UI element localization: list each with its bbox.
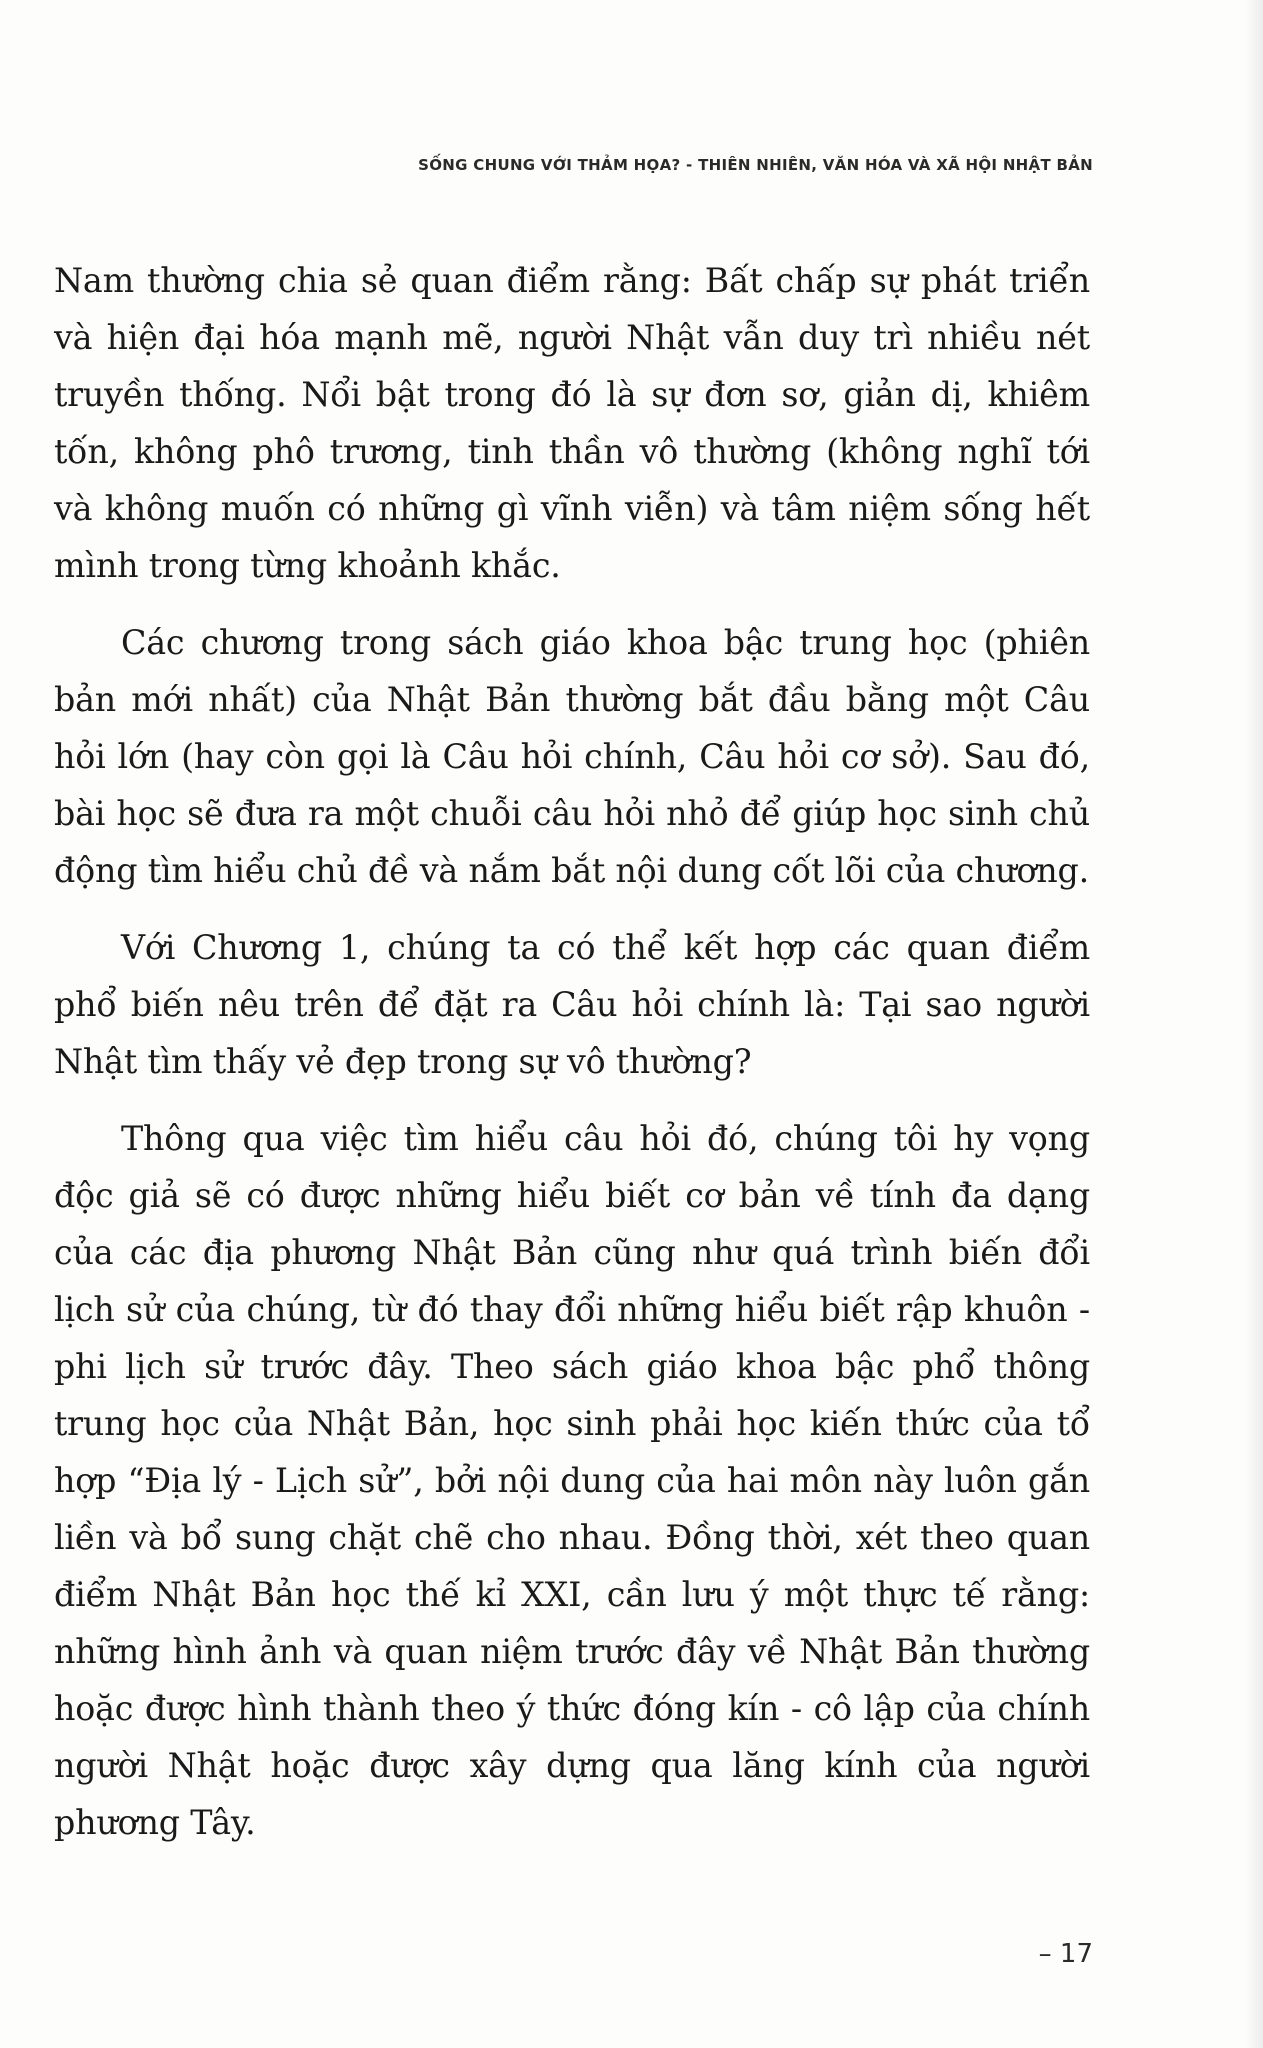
paragraph: Thông qua việc tìm hiểu câu hỏi đó, chúng tôi hy vọng độc giả sẽ có được những hiểu biết cơ bản về tính đa dạng của các địa phương Nhật Bản cũng như quá trình biến đổi lịch sử của chúng, từ đó thay đổi những hiểu biết rập khuôn - phi lịch sử trước đây. Theo sách giáo khoa bậc phổ thông trung học của Nhật Bản, học sinh phải học kiến thức của tổ hợp “Địa lý - Lịch sử”, bởi nội dung của hai môn này luôn gắn liền và bổ sung chặt chẽ cho nhau. Đồng thời, xét theo quan điểm Nhật Bản học thế kỉ XXI, cần lưu ý một thực tế rằng: những hình ảnh và quan niệm trước đây về Nhật Bản thường hoặc được hình thành theo ý thức đóng kín - cô lập của chính người Nhật hoặc được xây dựng qua lăng kính của người phương Tây. — [54, 1119, 1090, 1842]
paragraph: Các chương trong sách giáo khoa bậc trung học (phiên bản mới nhất) của Nhật Bản thường bắt đầu bằng một Câu hỏi lớn (hay còn gọi là Câu hỏi chính, Câu hỏi cơ sở). Sau đó, bài học sẽ đưa ra một chuỗi câu hỏi nhỏ để giúp học sinh chủ động tìm hiểu chủ đề và nắm bắt nội dung cốt lõi của chương. — [54, 623, 1090, 890]
running-header: SỐNG CHUNG VỚI THẢM HỌA? - THIÊN NHIÊN, VĂN HÓA VÀ XÃ HỘI NHẬT BẢN — [418, 156, 1093, 174]
body-text — [54, 252, 1090, 1871]
page-number: – 17 — [1038, 1939, 1093, 1969]
paragraph: Nam thường chia sẻ quan điểm rằng: Bất chấp sự phát triển và hiện đại hóa mạnh mẽ, người Nhật vẫn duy trì nhiều nét truyền thống. Nổi bật trong đó là sự đơn sơ, giản dị, khiêm tốn, không phô trương, tinh thần vô thường (không nghĩ tới và không muốn có những gì vĩnh viễn) và tâm niệm sống hết mình trong từng khoảnh khắc. — [54, 261, 1090, 585]
page-edge-shadow — [1245, 0, 1263, 2048]
paragraph: Với Chương 1, chúng ta có thể kết hợp các quan điểm phổ biến nêu trên để đặt ra Câu hỏi chính là: Tại sao người Nhật tìm thấy vẻ đẹp trong sự vô thường? — [54, 928, 1090, 1081]
